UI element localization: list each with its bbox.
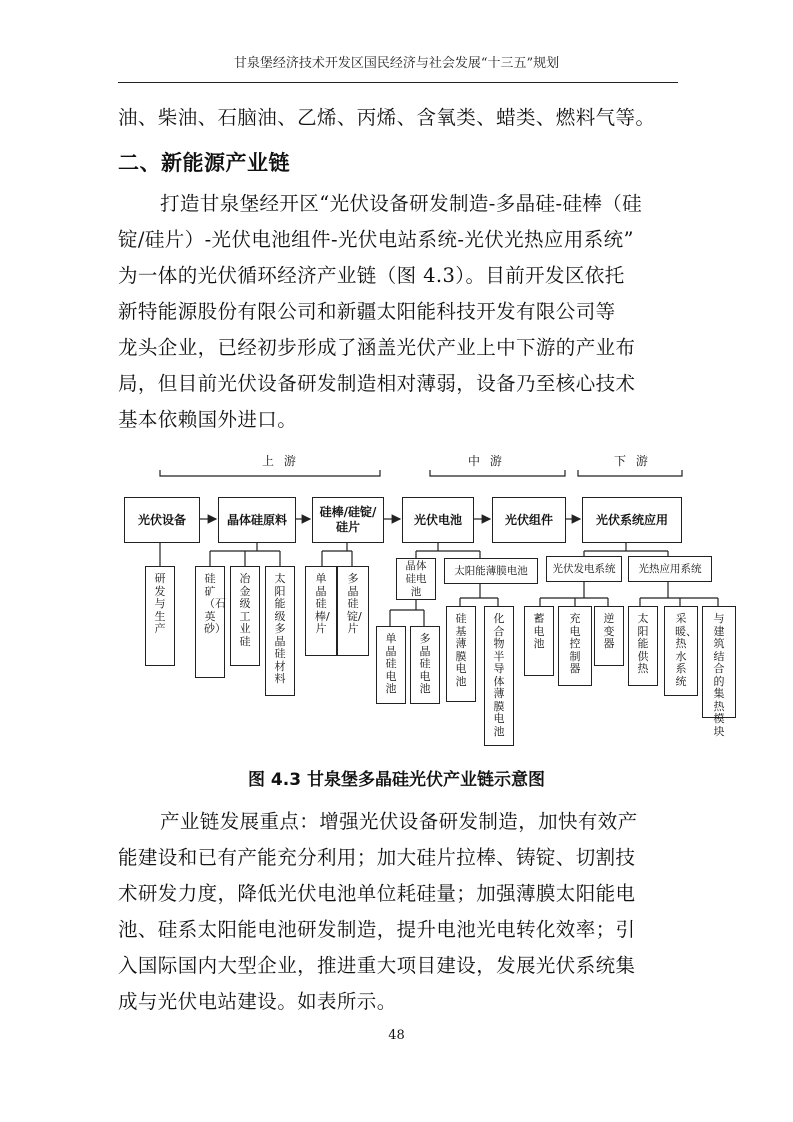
node-solar-polysilicon: 太阳能级多晶硅材料 [265, 566, 295, 696]
node-quartz: 硅矿（石英砂） [195, 566, 225, 678]
node-building-collector: 与建筑结合的集热模块 [702, 606, 736, 718]
para2-line-1: 产业链发展重点：增强光伏设备研发制造，加快有效产 [160, 810, 638, 833]
node-charge-controller: 充电控制器 [558, 606, 592, 686]
node-heating-water: 采暖、热水系统 [664, 606, 698, 696]
node-pv-system: 光伏系统应用 [582, 497, 682, 543]
node-pv-equipment: 光伏设备 [124, 497, 200, 543]
node-film-cell: 太阳能薄膜电池 [444, 558, 538, 584]
node-pv-cell: 光伏电池 [402, 497, 474, 543]
node-crystal-cell: 晶体硅电池 [396, 558, 436, 600]
para1-line-5: 龙头企业，已经初步形成了涵盖光伏产业上中下游的产业布 [118, 336, 636, 359]
node-crystal-silicon: 晶体硅原料 [218, 497, 296, 543]
stage-midstream: 中 游 [468, 454, 505, 468]
stage-downstream: 下 游 [614, 454, 651, 468]
para1-line-3: 为一体的光伏循环经济产业链（图 4.3）。目前开发区依托 [118, 264, 625, 287]
para1-line-6: 局，但目前光伏设备研发制造相对薄弱，设备乃至核心技术 [118, 372, 636, 395]
page-header: 甘泉堡经济技术开发区国民经济与社会发展“十三五”规划 [233, 56, 560, 71]
node-multi-cell: 多晶硅电池 [410, 626, 440, 704]
page-number: 48 [388, 1028, 405, 1043]
para1-line-1: 打造甘泉堡经开区“光伏设备研发制造-多晶硅-硅棒（硅 [160, 192, 643, 215]
node-metallurgical-silicon: 冶金级工业硅 [230, 566, 260, 666]
para1-line-7: 基本依赖国外进口。 [118, 408, 298, 431]
para1-line-2: 锭/硅片）-光伏电池组件-光伏电站系统-光伏光热应用系统” [118, 228, 634, 251]
node-inverter: 逆变器 [594, 606, 624, 666]
node-battery: 蓄电池 [524, 606, 554, 676]
node-multi-ingot: 多晶硅锭/片 [337, 566, 369, 656]
section-title: 二、新能源产业链 [118, 151, 290, 175]
para2-line-2: 能建设和已有产能充分利用；加大硅片拉棒、铸锭、切割技 [118, 846, 636, 869]
para1-line-4: 新特能源股份有限公司和新疆太阳能科技开发有限公司等 [118, 300, 616, 323]
node-silicon-film-cell: 硅基薄膜电池 [446, 606, 476, 702]
body-line-top: 油、柴油、石脑油、乙烯、丙烯、含氧类、蜡类、燃料气等。 [118, 106, 656, 129]
para2-line-4: 池、硅系太阳能电池研发制造，提升电池光电转化效率；引 [118, 918, 636, 941]
node-mono-ingot: 单晶硅棒/片 [305, 566, 337, 656]
header-rule [118, 82, 678, 83]
node-thermal-application: 光热应用系统 [628, 556, 712, 582]
node-rnd-production: 研发与生产 [145, 566, 175, 666]
node-mono-cell: 单晶硅电池 [376, 626, 406, 704]
node-pv-module: 光伏组件 [492, 497, 566, 543]
para2-line-3: 术研发力度，降低光伏电池单位耗硅量；加强薄膜太阳能电 [118, 882, 636, 905]
node-solar-heating: 太阳能供热 [628, 606, 658, 686]
figure-caption: 图 4.3 甘泉堡多晶硅光伏产业链示意图 [248, 770, 545, 790]
node-ingot-wafer: 硅棒/硅锭/硅片 [312, 497, 384, 543]
node-pv-generation: 光伏发电系统 [546, 556, 622, 582]
para2-line-5: 入国际国内大型企业，推进重大项目建设，发展光伏系统集 [118, 954, 636, 977]
para2-line-6: 成与光伏电站建设。如表所示。 [118, 990, 397, 1013]
node-compound-film-cell: 化合物半导体薄膜电池 [484, 606, 514, 746]
stage-upstream: 上 游 [262, 454, 299, 468]
